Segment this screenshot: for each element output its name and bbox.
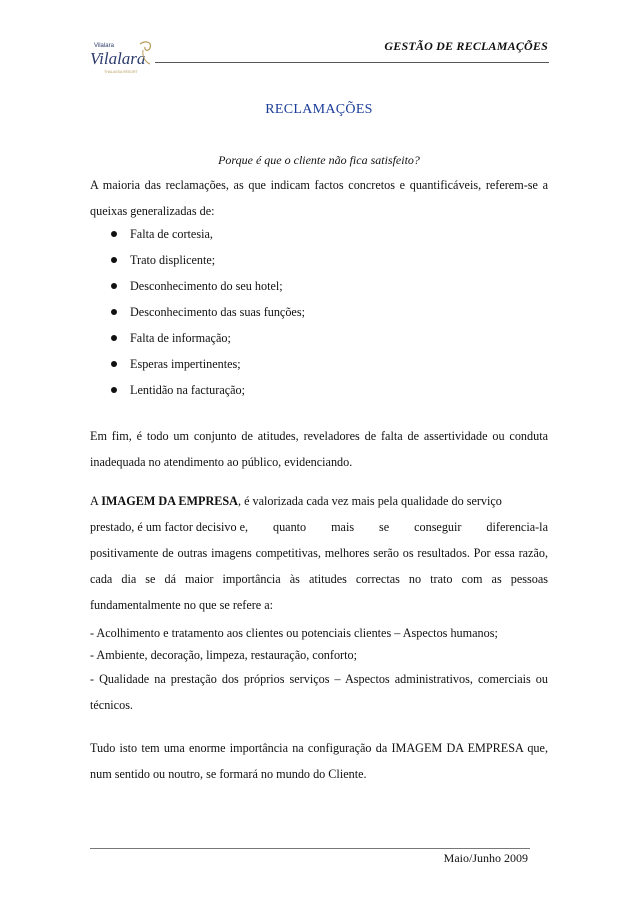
logo-sub-text: THALASSA RESORT	[104, 70, 138, 74]
list-item: Trato displicente;	[90, 247, 548, 273]
list-item: Desconhecimento das suas funções;	[90, 299, 548, 325]
attitudes-paragraph: Em fim, é todo um conjunto de atitudes, reveladores de falta de assertividade ou conduta inadequada no atendimento ao público, evidenciando.	[90, 429, 548, 469]
header-divider	[155, 62, 549, 63]
bullet-icon	[111, 335, 117, 341]
footer-divider	[90, 848, 530, 849]
closing-paragraph: Tudo isto tem uma enorme importância na configuração da IMAGEM DA EMPRESA que, num sentido ou noutro, se formará no mundo do Cliente.	[90, 741, 548, 781]
logo-text: Vilalara	[90, 49, 146, 68]
bullet-icon	[111, 387, 117, 393]
logo-top-text: Vilalara	[94, 43, 114, 49]
list-item: Esperas impertinentes;	[90, 351, 548, 377]
bullet-icon	[111, 309, 117, 315]
complaints-list	[90, 221, 548, 403]
footer-date: Maio/Junho 2009	[443, 851, 528, 865]
company-image-bold: IMAGEM DA EMPRESA	[101, 494, 238, 508]
document-subtitle: Porque é que o cliente não fica satisfeito?	[218, 153, 420, 167]
vilalara-logo	[88, 38, 158, 78]
bullet-icon	[111, 231, 117, 237]
bullet-icon	[111, 361, 117, 367]
intro-paragraph: A maioria das reclamações, as que indicam factos concretos e quantificáveis, referem-se a queixas generalizadas de:	[90, 178, 548, 218]
company-image-line1: A IMAGEM DA EMPRESA, é valorizada cada vez mais pela qualidade do serviço	[90, 494, 502, 508]
list-item: Falta de cortesia,	[90, 221, 548, 247]
company-image-paragraph	[90, 488, 548, 618]
company-image-line2: prestado, é um factor decisivo e, quanto mais se conseguir diferencia-la	[90, 520, 548, 534]
list-item: Desconhecimento do seu hotel;	[90, 273, 548, 299]
header-title: GESTÃO DE RECLAMAÇÕES	[384, 39, 548, 53]
bullet-icon	[111, 283, 117, 289]
company-image-rest: positivamente de outras imagens competitivas, melhores serão os resultados. Por essa razão, cada dia se dá maior importância às atitudes correctas no trato com as pessoas fundamentalmente no que se refere a:	[90, 546, 548, 612]
document-title: RECLAMAÇÕES	[265, 102, 373, 117]
list-item: Falta de informação;	[90, 325, 548, 351]
list-item: Lentidão na facturação;	[90, 377, 548, 403]
bullet-icon	[111, 257, 117, 263]
list-item: - Ambiente, decoração, limpeza, restauração, conforto;	[90, 648, 357, 662]
list-item: - Qualidade na prestação dos próprios serviços – Aspectos administrativos, comerciais ou técnicos.	[90, 672, 548, 712]
list-item: - Acolhimento e tratamento aos clientes ou potenciais clientes – Aspectos humanos;	[90, 626, 498, 640]
aspects-list	[90, 622, 548, 718]
